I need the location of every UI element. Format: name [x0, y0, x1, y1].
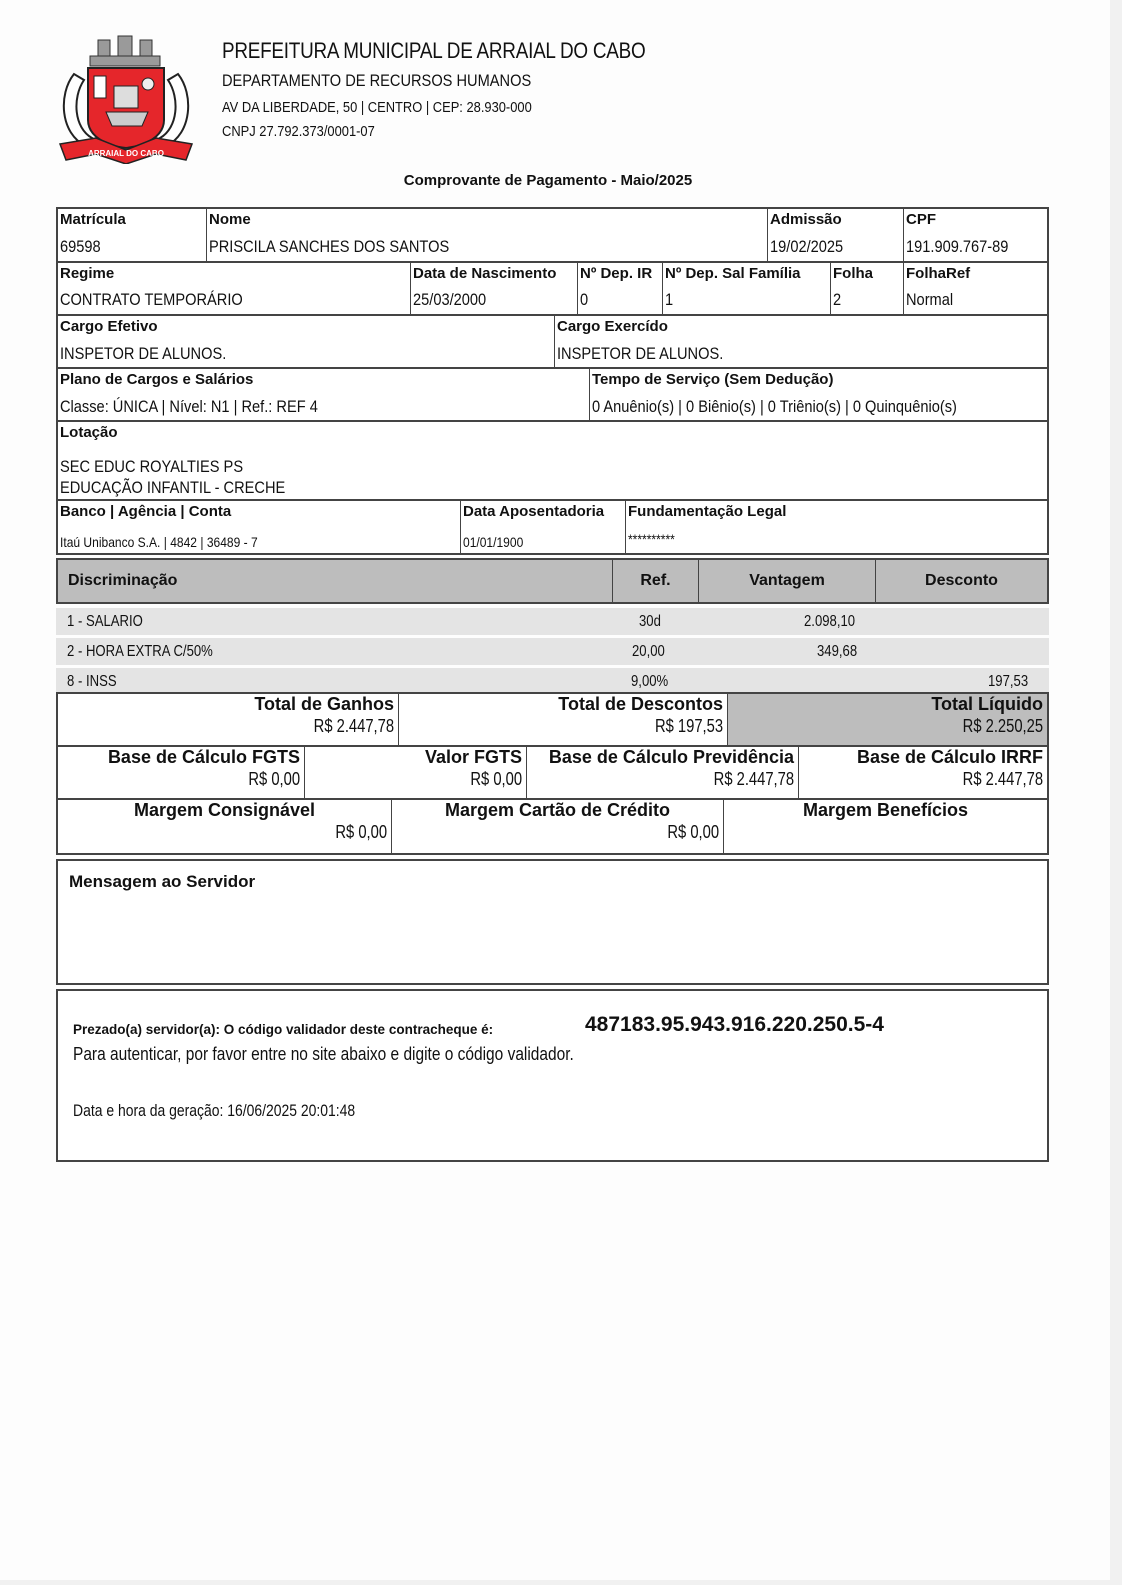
field-nascimento [410, 263, 577, 314]
nome-label: Nome [209, 211, 251, 228]
field-regime [58, 263, 410, 314]
org-cnpj: CNPJ 27.792.373/0001-07 [222, 123, 375, 140]
items-table-header [56, 558, 1049, 604]
total-liquido-label: Total Líquido [931, 694, 1043, 714]
margem-beneficios-label: Margem Benefícios [802, 800, 969, 820]
row-cargo [56, 314, 1049, 369]
item-descricao: 2 - HORA EXTRA C/50% [67, 643, 213, 660]
message-title: Mensagem ao Servidor [69, 872, 256, 891]
admissao-label: Admissão [770, 211, 842, 228]
message-box [56, 859, 1049, 985]
field-matricula [58, 209, 206, 261]
row-lotacao [56, 420, 1049, 501]
org-title: PREFEITURA MUNICIPAL DE ARRAIAL DO CABO [222, 38, 646, 63]
folha-value: 2 [833, 290, 842, 309]
nome-value: PRISCILA SANCHES DOS SANTOS [209, 237, 450, 256]
base-irrf-label: Base de Cálculo IRRF [856, 747, 1043, 767]
base-fgts [58, 747, 304, 798]
cargo-efetivo-label: Cargo Efetivo [60, 318, 158, 335]
field-dep-ir [577, 263, 662, 314]
folharef-label: FolhaRef [906, 265, 971, 282]
regime-value: CONTRATO TEMPORÁRIO [60, 290, 243, 309]
cpf-label: CPF [906, 211, 936, 228]
dep-sal-familia-label: Nº Dep. Sal Família [665, 265, 801, 282]
lotacao-line1: SEC EDUC ROYALTIES PS [60, 457, 244, 476]
item-descricao: 1 - SALARIO [67, 613, 143, 630]
validator-instructions: Para autenticar, por favor entre no site abaixo e digite o código validador. [73, 1044, 574, 1064]
matricula-value: 69598 [60, 237, 101, 256]
margem-consignavel [58, 800, 391, 853]
margem-cartao [391, 800, 723, 853]
cpf-value: 191.909.767-89 [906, 237, 1009, 256]
total-ganhos-label: Total de Ganhos [254, 694, 394, 714]
row-plano [56, 367, 1049, 422]
department-name: DEPARTAMENTO DE RECURSOS HUMANOS [222, 71, 532, 90]
col-desconto: Desconto [875, 560, 1047, 602]
banco-value: Itaú Unibanco S.A. | 4842 | 36489 - 7 [60, 534, 258, 550]
item-descricao: 8 - INSS [67, 673, 117, 690]
field-folharef [903, 263, 1047, 314]
total-descontos [398, 694, 727, 745]
cargo-efetivo-value: INSPETOR DE ALUNOS. [60, 344, 227, 363]
total-liquido [727, 694, 1047, 745]
margem-cartao-value: R$ 0,00 [667, 822, 719, 842]
field-nome [206, 209, 767, 261]
table-row [56, 638, 1049, 665]
nascimento-value: 25/03/2000 [413, 290, 487, 309]
field-admissao [767, 209, 903, 261]
item-ref: 20,00 [632, 643, 665, 660]
admissao-value: 19/02/2025 [770, 237, 844, 256]
base-previdencia [526, 747, 798, 798]
field-cargo-efetivo [58, 316, 554, 367]
fundamentacao-value: ********** [628, 531, 675, 547]
generation-datetime: Data e hora da geração: 16/06/2025 20:01:48 [73, 1101, 356, 1120]
field-folha [830, 263, 903, 314]
base-previdencia-label: Base de Cálculo Previdência [548, 747, 794, 767]
matricula-label: Matrícula [60, 211, 126, 228]
base-irrf-value: R$ 2.447,78 [962, 769, 1043, 789]
margem-cartao-label: Margem Cartão de Crédito [444, 800, 671, 820]
banco-label: Banco | Agência | Conta [60, 503, 232, 520]
item-ref: 9,00% [631, 673, 669, 690]
base-fgts-label: Base de Cálculo FGTS [107, 747, 300, 767]
table-row [56, 668, 1049, 692]
margem-consignavel-label: Margem Consignável [133, 800, 316, 820]
validation-box [56, 989, 1049, 1162]
item-vantagem: 2.098,10 [804, 613, 856, 630]
totals-row [56, 692, 1049, 747]
plano-label: Plano de Cargos e Salários [60, 371, 254, 388]
tempo-servico-label: Tempo de Serviço (Sem Dedução) [592, 371, 834, 388]
org-address: AV DA LIBERDADE, 50 | CENTRO | CEP: 28.930-000 [222, 99, 532, 116]
validator-prefix: Prezado(a) servidor(a): O código validador deste contracheque é: [73, 1022, 494, 1037]
margens-row [56, 798, 1049, 855]
dep-sal-familia-value: 1 [665, 290, 674, 309]
valor-fgts-value: R$ 0,00 [470, 769, 522, 789]
aposentadoria-value: 01/01/1900 [463, 534, 524, 550]
base-fgts-value: R$ 0,00 [248, 769, 300, 789]
aposentadoria-label: Data Aposentadoria [463, 503, 605, 520]
cargo-exercido-label: Cargo Exercído [557, 318, 668, 335]
total-ganhos [58, 694, 398, 745]
total-descontos-label: Total de Descontos [558, 694, 723, 714]
total-liquido-value: R$ 2.250,25 [962, 716, 1043, 736]
folha-label: Folha [833, 265, 873, 282]
validator-code: 487183.95.943.916.220.250.5-4 [585, 1013, 884, 1036]
document-title: Comprovante de Pagamento - Maio/2025 [403, 172, 693, 189]
cargo-exercido-value: INSPETOR DE ALUNOS. [557, 344, 724, 363]
margem-consignavel-value: R$ 0,00 [335, 822, 387, 842]
field-tempo-servico [589, 369, 1047, 420]
field-banco [58, 501, 460, 553]
col-ref: Ref. [612, 560, 698, 602]
dep-ir-value: 0 [580, 290, 589, 309]
field-aposentadoria [460, 501, 625, 553]
coat-of-arms-logo [56, 34, 196, 164]
base-irrf [798, 747, 1047, 798]
crown-icon [90, 36, 160, 66]
total-ganhos-value: R$ 2.447,78 [313, 716, 394, 736]
col-discriminacao: Discriminação [68, 572, 178, 589]
item-vantagem: 349,68 [817, 643, 858, 660]
field-cpf [903, 209, 1047, 261]
bases-row [56, 745, 1049, 800]
row-regime [56, 261, 1049, 316]
item-desconto: 197,53 [988, 673, 1029, 690]
dep-ir-label: Nº Dep. IR [580, 265, 653, 282]
lotacao-line2: EDUCAÇÃO INFANTIL - CRECHE [60, 478, 286, 497]
field-dep-sal-familia [662, 263, 830, 314]
regime-label: Regime [60, 265, 115, 282]
lotacao-label: Lotação [60, 424, 118, 441]
valor-fgts-label: Valor FGTS [424, 747, 522, 767]
item-ref: 30d [639, 613, 661, 630]
field-fundamentacao [625, 501, 1047, 553]
col-vantagem: Vantagem [698, 560, 875, 602]
row-banco [56, 499, 1049, 555]
fundamentacao-label: Fundamentação Legal [628, 503, 787, 520]
field-cargo-exercido [554, 316, 1047, 367]
base-previdencia-value: R$ 2.447,78 [713, 769, 794, 789]
margem-beneficios [723, 800, 1047, 853]
plano-value: Classe: ÚNICA | Nível: N1 | Ref.: REF 4 [60, 397, 318, 416]
row-identification [56, 207, 1049, 263]
tempo-servico-value: 0 Anuênio(s) | 0 Biênio(s) | 0 Triênio(s) | 0 Quinquênio(s) [592, 397, 957, 416]
folharef-value: Normal [906, 290, 954, 309]
table-row [56, 608, 1049, 635]
svg-text:ARRAIAL DO CABO: ARRAIAL DO CABO [88, 149, 164, 158]
field-plano [58, 369, 589, 420]
nascimento-label: Data de Nascimento [413, 265, 557, 282]
total-descontos-value: R$ 197,53 [654, 716, 723, 736]
valor-fgts [304, 747, 526, 798]
